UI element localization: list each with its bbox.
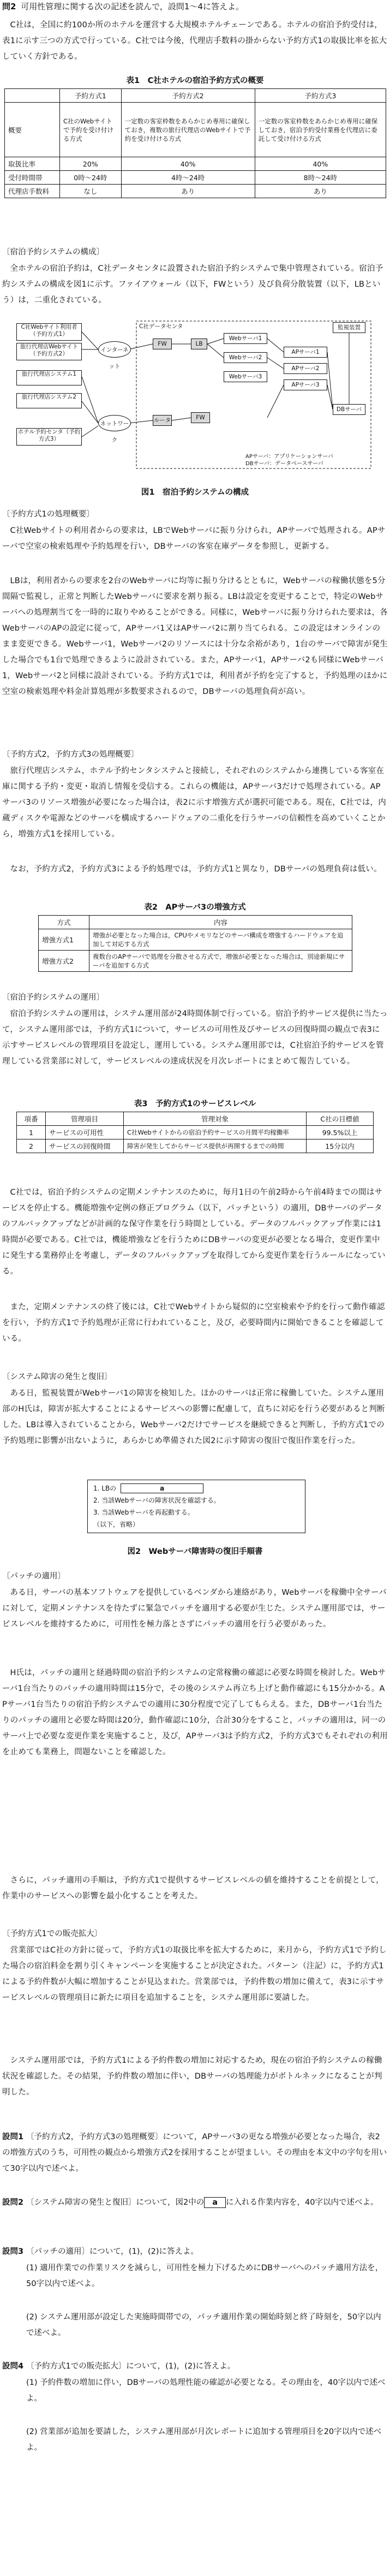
table2-caption: 表2 APサーバ3の増強方式	[144, 903, 246, 912]
table3-cell-goal: 15分以内	[307, 1139, 374, 1153]
table2-row-label: 増強方式2	[39, 951, 89, 972]
table1-cell: C社のWebサイトで予約を受け付ける方式	[60, 103, 122, 157]
question-header	[2, 0, 244, 13]
question-4	[2, 2359, 388, 2375]
table3-header: 項番	[17, 1112, 46, 1126]
table1-row-label: 概要	[5, 103, 60, 157]
question-text: 〔パッチの適用〕について，(1)，(2)に答えよ。	[26, 2247, 199, 2256]
question-3-1: (1) 適用作業での作業リスクを減らし，可用性を極力下げるためにDBサーバへのパッチ適用方法を，50字以内で述べよ。	[26, 2264, 383, 2288]
table1-row-label: 受付時間帯	[5, 171, 60, 185]
figure1-web3: Webサーバ3	[224, 371, 267, 382]
figure1-fw1: FW	[153, 339, 172, 349]
table1-cell: 8時〜24時	[255, 171, 386, 185]
process-paragraph-2: LBは，利用者からの要求を2台のWebサーバに均等に振り分けるとともに，Webサーバの稼働状態を5分間隔で監視し，正常と判断したWebサーバに要求を割り振る。LBは設定を変更することで，特定のWebサーバへの処理割当てを一時的に取りやめることができる。同様に，Webサーバに振り分けられた要求は，各WebサーバのAPの設定に従って，APサーバ1又はAPサーバ2に割り当てられる。この設定はオンラインのまま変更できる。Webサーバ1，Webサーバ2のリソースには十分な余裕があり，1台のサーバで障害が発生した場合でも1台で処理できるように設計されている。また，APサーバ1，APサーバ2も同様にWebサーバ1，Webサーバ2と同様に設計されている。予約方式1では，利用者が予約を完了すると，予約処理のほかに空室の検索処理や料金計算処理が多数要求されるので，DBサーバの処理負荷が高い。	[2, 577, 388, 696]
patch-paragraph-3: さらに，パッチ適用の手順は，予約方式1で提供するサービスレベルの値を維持することを前提として，作業中のサービスへの影響を最小化することを考えた。	[2, 1876, 384, 1901]
figure1-network: ネットワーク	[98, 415, 131, 431]
table1-cell: なし	[60, 185, 122, 198]
section-heading-expansion: 〔予約方式1での販売拡大〕	[2, 1930, 103, 1938]
intro-paragraph: C社は，全国に約100か所のホテルを運営する大規模ホテルチェーンである。ホテルの宿泊予約受付は，表1に示す三つの方式で行っている。C社では今後，代理店手数料の掛からない予約方式1の取扱比率を拡大していく方針である。	[2, 21, 387, 61]
figure1-lb: LB	[191, 339, 207, 349]
figure1-client-web-user: C社Webサイト利用者（予約方式1）	[16, 323, 82, 341]
method23-paragraph-2: なお，予約方式2，予約方式3による予約処理では，予約方式1と異なり，DBサーバの処理負荷は低い。	[10, 865, 382, 874]
table1-cell: 0時〜24時	[60, 171, 122, 185]
section-heading-incident: 〔システム障害の発生と復旧〕	[2, 1373, 112, 1381]
figure1-monitor: 監視装置	[333, 322, 365, 333]
question-text: 〔予約方式2，予約方式3の処理概要〕について，APサーバ3の更なる増強が必要となった場合，表2の増強方式のうち，可用性の観点から増強方式2を採用することが望ましい。その理由を本文中の字句を用いて30字以内で述べよ。	[2, 2133, 387, 2173]
table2-header: 内容	[89, 916, 352, 929]
figure1-ap1: APサーバ1	[284, 347, 327, 358]
operation-paragraph: 宿泊予約システムの運用は，システム運用部が24時間体制で行っている。宿泊予約サービス提供に当たって，システム運用部では，予約方式1について，サービスの可用性及びサービスの回復時間の観点で表3に示すサービスレベルの管理項目を設定し，運用している。システム運用部では，C社宿泊予約サービスを管理している営業部に対して，サービスレベルの達成状況を月次レポートにまとめて報告している。	[2, 1010, 388, 1066]
section-heading-reservation: 〔宿泊予約システムの構成〕	[2, 248, 105, 257]
table3-cell-target: 障害が発生してからサービス提供が再開するまでの時間	[124, 1139, 307, 1153]
table1-header: 予約方式1	[60, 89, 122, 103]
table1-cell: 一定数の客室枠数をあらかじめ専用に確保しておき，複数の旅行代理店のWebサイトで予約を受け付ける方式	[121, 103, 255, 157]
figure1-client-agency-web: 旅行代理店Webサイト（予約方式2）	[16, 343, 82, 360]
table3-caption: 表3 予約方式1のサービスレベル	[134, 1100, 256, 1108]
figure2-step-2: 2. 当該Webサーバの障害状況を確認する。	[93, 1497, 220, 1504]
process-paragraph-1: C社Webサイトの利用者からの要求は，LBでWebサーバに振り分けられ，APサーバで処理される。APサーバで空室の検索処理や予約処理を行い，DBサーバの客室在庫データを参照し，更新する。	[2, 526, 386, 551]
table1-cell: 40%	[255, 157, 386, 171]
table3-cell-no: 1	[17, 1126, 46, 1139]
figure2-step-4: （以下，省略）	[93, 1521, 140, 1528]
question-3-2: (2) システム運用部が設定した実施時間帯での，パッチ適用作業の開始時刻と終了時刻を，50字以内で述べよ。	[26, 2313, 381, 2337]
table2	[38, 915, 352, 972]
figure1-diagram	[16, 317, 374, 480]
table3-header: C社の目標値	[307, 1112, 374, 1126]
section-heading-patch: 〔パッチの適用〕	[2, 1572, 65, 1581]
table2-cell: 増強が必要となった場合は，CPUやメモリなどのサーバ構成を増強するハードウェアを追加して対応する方式	[89, 929, 352, 951]
table1-cell: 4時〜24時	[121, 171, 255, 185]
patch-paragraph-2: H氏は，パッチの適用と経過時間の宿泊予約システムの定常稼働の確認に必要な時間を検討した。Webサーバ1台当たりのパッチの適用時間は15分で，その後のシステム再立ち上げと動作確認にも15分かかる。APサーバ1台当たりの宿泊予約システムでの適用に30分程度で完了してもらえる。また，DBサーバ1台当たりのパッチの適用と必要な時間は20分，動作確認に10分，合計30分をすること，パッチの適用は，同一のサーバ上で必要な変更作業を実施すること，及び，APサーバ3は予約方式2，予約方式3でもそれぞれの利用を止めても業務上，問題ないことを確認した。	[2, 1669, 388, 1756]
question-4-2: (2) 営業部が追加を要請した，システム運用部が月次レポートに追加する管理項目を20字以内で述べよ。	[26, 2427, 382, 2452]
figure2-step-text: 1. LBの	[93, 1485, 117, 1492]
table1-cell: 40%	[121, 157, 255, 171]
figure2-procedure-box	[87, 1480, 305, 1533]
figure1-client-agency-sys2: 旅行代理店システム2	[16, 393, 82, 408]
expansion-paragraph-1: 営業部ではC社の方針に従って，予約方式1の取扱比率を拡大するために，来月から，予約方式1で予約した場合の宿泊料金を割り引くキャンペーンを実施することが決定された。パターン（注記）に，予約方式1による予約件数が大幅に増加することが見込まれた。営業部では，予約件数の増加に備えて，表3に示すサービスレベルの管理項目に新たに項目を追加することを，システム運用部に要請した。	[2, 1946, 387, 2002]
figure1-legend-line: DBサーバ：データベースサーバ	[245, 461, 323, 467]
figure1-router: ルータ	[153, 415, 172, 426]
table3	[16, 1112, 374, 1153]
question-instruction: 可用性管理に関する次の記述を読んで，設問1〜4に答えよ。	[21, 2, 244, 11]
question-text-after: に入れる作業内容を，40字以内で述べよ。	[226, 2198, 379, 2207]
table1-cell: 一定数の客室枠数をあらかじめ専用に確保しておき，宿泊予約受付業務を代理店に委託して受け付ける方式	[255, 103, 386, 157]
section-heading-process: 〔予約方式1の処理概要〕	[2, 510, 94, 519]
figure1-fw2: FW	[191, 412, 210, 423]
question-1	[2, 2129, 388, 2177]
table1-cell: あり	[121, 185, 255, 198]
table3-cell-item: サービスの回復時間	[46, 1139, 124, 1153]
maint-paragraph-1: C社では，宿泊予約システムの定期メンテナンスのために，毎月1日の午前2時から午前4時までの間はサービスを停止する。機能増強や定例の修正プログラム（以下，パッチという）の適用，DBサーバのデータのフルバックアップなどが計画的な保守作業を行う時間としている。データのフルバックアップ作業には1時間が必要である。C社では，機能増強などを行うためにDBサーバの変更が必要となる場合，変更作業中に発生する業務停止を考慮し，データのフルバックアップを取得してから変更作業を行うルールになっている。	[2, 1188, 386, 1276]
figure1-legend	[245, 453, 333, 467]
section-heading-method23: 〔予約方式2，予約方式3の処理概要〕	[2, 750, 139, 759]
question-text: 〔予約方式1での販売拡大〕について，(1)，(2)に答えよ。	[26, 2362, 236, 2371]
table1-row-label: 代理店手数料	[5, 185, 60, 198]
figure1-ap3: APサーバ3	[284, 379, 327, 390]
figure2-blank-a: a	[121, 1483, 203, 1493]
figure1-client-hotel-center: ホテル予約センタ（予約方式3）	[16, 428, 82, 446]
expansion-paragraph-2: システム運用部では，予約方式1による予約件数の増加に対応するため，現在の宿泊予約システムの稼働状況を確認した。その結果，予約件数の増加に伴い，DBサーバの処理能力がボトルネックになることが判明した。	[2, 2056, 382, 2097]
table1-cell: 20%	[60, 157, 122, 171]
question-label: 設問3	[2, 2247, 24, 2256]
maint-paragraph-2: また，定期メンテナンスの終了後には，C社でWebサイトから疑似的に空室検索や予約を行って動作確認を行い，予約方式1で予約処理が正常に行われていること，及び，必要時間内に開始できることを確認している。	[2, 1303, 385, 1343]
table2-header: 方式	[39, 916, 89, 929]
table2-cell: 複数台のAPサーバで処理を分散させる方式で，増強が必要となった場合は，別途新規にサーバを追加する方式	[89, 951, 352, 972]
table1-caption: 表1 C社ホテルの宿泊予約方式の概要	[126, 76, 264, 85]
question-2	[2, 2195, 388, 2211]
figure1-dc-label: C社データセンタ	[139, 323, 199, 332]
figure2-caption: 図2 Webサーバ障害時の復旧手順書	[127, 1547, 263, 1556]
figure2-step-3: 3. 当該Webサーバを再起動する。	[93, 1509, 194, 1516]
table3-cell-target: C社Webサイトからの宿泊予約サービスの月間平均稼働率	[124, 1126, 307, 1139]
figure1-caption: 図1 宿泊予約システムの構成	[141, 488, 249, 497]
question-label: 設問1	[2, 2133, 24, 2141]
figure1-legend-line: APサーバ：アプリケーションサーバ	[245, 454, 333, 460]
table1-header: 予約方式3	[255, 89, 386, 103]
table2-row-label: 増強方式1	[39, 929, 89, 951]
method23-paragraph-1: 旅行代理店システム，ホテル予約センタシステムと接続し，それぞれのシステムから連携している客室在庫に関する予約・変更・取消し情報を受信する。これらの機能は，APサーバ3だけで処理されている。APサーバ3のリソース増強が必要になった場合は，表2に示す増強方式が選択可能である。現在，C社では，内蔵ディスクや電源などのサーバを構成するハードウェアの二重化を行うサーバの信頼性を高めていくことから，増強方式1を採用している。	[2, 767, 386, 839]
table3-header: 管理項目	[46, 1112, 124, 1126]
table3-header: 管理対象	[124, 1112, 307, 1126]
table1-row-label: 取扱比率	[5, 157, 60, 171]
table1-cell: あり	[255, 185, 386, 198]
question-label: 設問4	[2, 2362, 24, 2371]
figure1-client-agency-sys1: 旅行代理店システム1	[16, 370, 82, 385]
question-label: 設問2	[2, 2198, 24, 2207]
question-3	[2, 2244, 388, 2260]
figure1-web2: Webサーバ2	[224, 352, 267, 363]
figure2-step-1	[93, 1482, 299, 1494]
table1-header: 予約方式2	[121, 89, 255, 103]
table3-cell-item: サービスの可用性	[46, 1126, 124, 1139]
question-blank-a: a	[204, 2197, 226, 2208]
patch-paragraph-1: ある日，サーバの基本ソフトウェアを提供しているベンダから連絡があり，Webサーバを稼働中全サーバに対して，定期メンテナンスを待たずに緊急でパッチを適用する必要が生じた。システム運用部では，サービスレベルを維持するために，可用性を極力落とさずにパッチの適用を行う必要があった。	[2, 1588, 387, 1629]
reservation-paragraph: 全ホテルの宿泊予約は，C社データセンタに設置された宿泊予約システムで集中管理されている。宿泊予約システムの構成を図1に示す。ファイアウォール（以下，FWという）及び負荷分散装置（以下，LBという）は，二重化されている。	[2, 264, 383, 305]
question-text: 〔システム障害の発生と復旧〕について，図2中の	[26, 2198, 205, 2207]
figure1-db: DBサーバ	[333, 404, 365, 415]
table1-header-empty	[5, 89, 60, 103]
figure1-ap2: APサーバ2	[284, 363, 327, 374]
table3-cell-goal: 99.5%以上	[307, 1126, 374, 1139]
figure1-web1: Webサーバ1	[224, 333, 267, 344]
table3-cell-no: 2	[17, 1139, 46, 1153]
incident-paragraph: ある日，監視装置がWebサーバ1の障害を検知した。ほかのサーバは正常に稼働していた。システム運用部のH氏は，障害が拡大することによるサービスへの影響に配慮して，直ちに対応を行う必要があると判断した。LBは導入されていることから，Webサーバ2だけでサービスを継続できると判断し，予約方式1での予約処理に影響が出ないように，あらかじめ準備された図2に示す障害の復旧で復旧作業を行った。	[2, 1389, 385, 1445]
question-4-1: (1) 予約件数の増加に伴い，DBサーバの処理性能の確認が必要となる。その理由を，40字以内で述べよ。	[26, 2378, 386, 2403]
section-heading-operation: 〔宿泊予約システムの運用〕	[2, 993, 105, 1002]
figure1-internet: インターネット	[98, 341, 131, 358]
question-number: 問2	[2, 2, 16, 11]
table1	[4, 88, 386, 198]
